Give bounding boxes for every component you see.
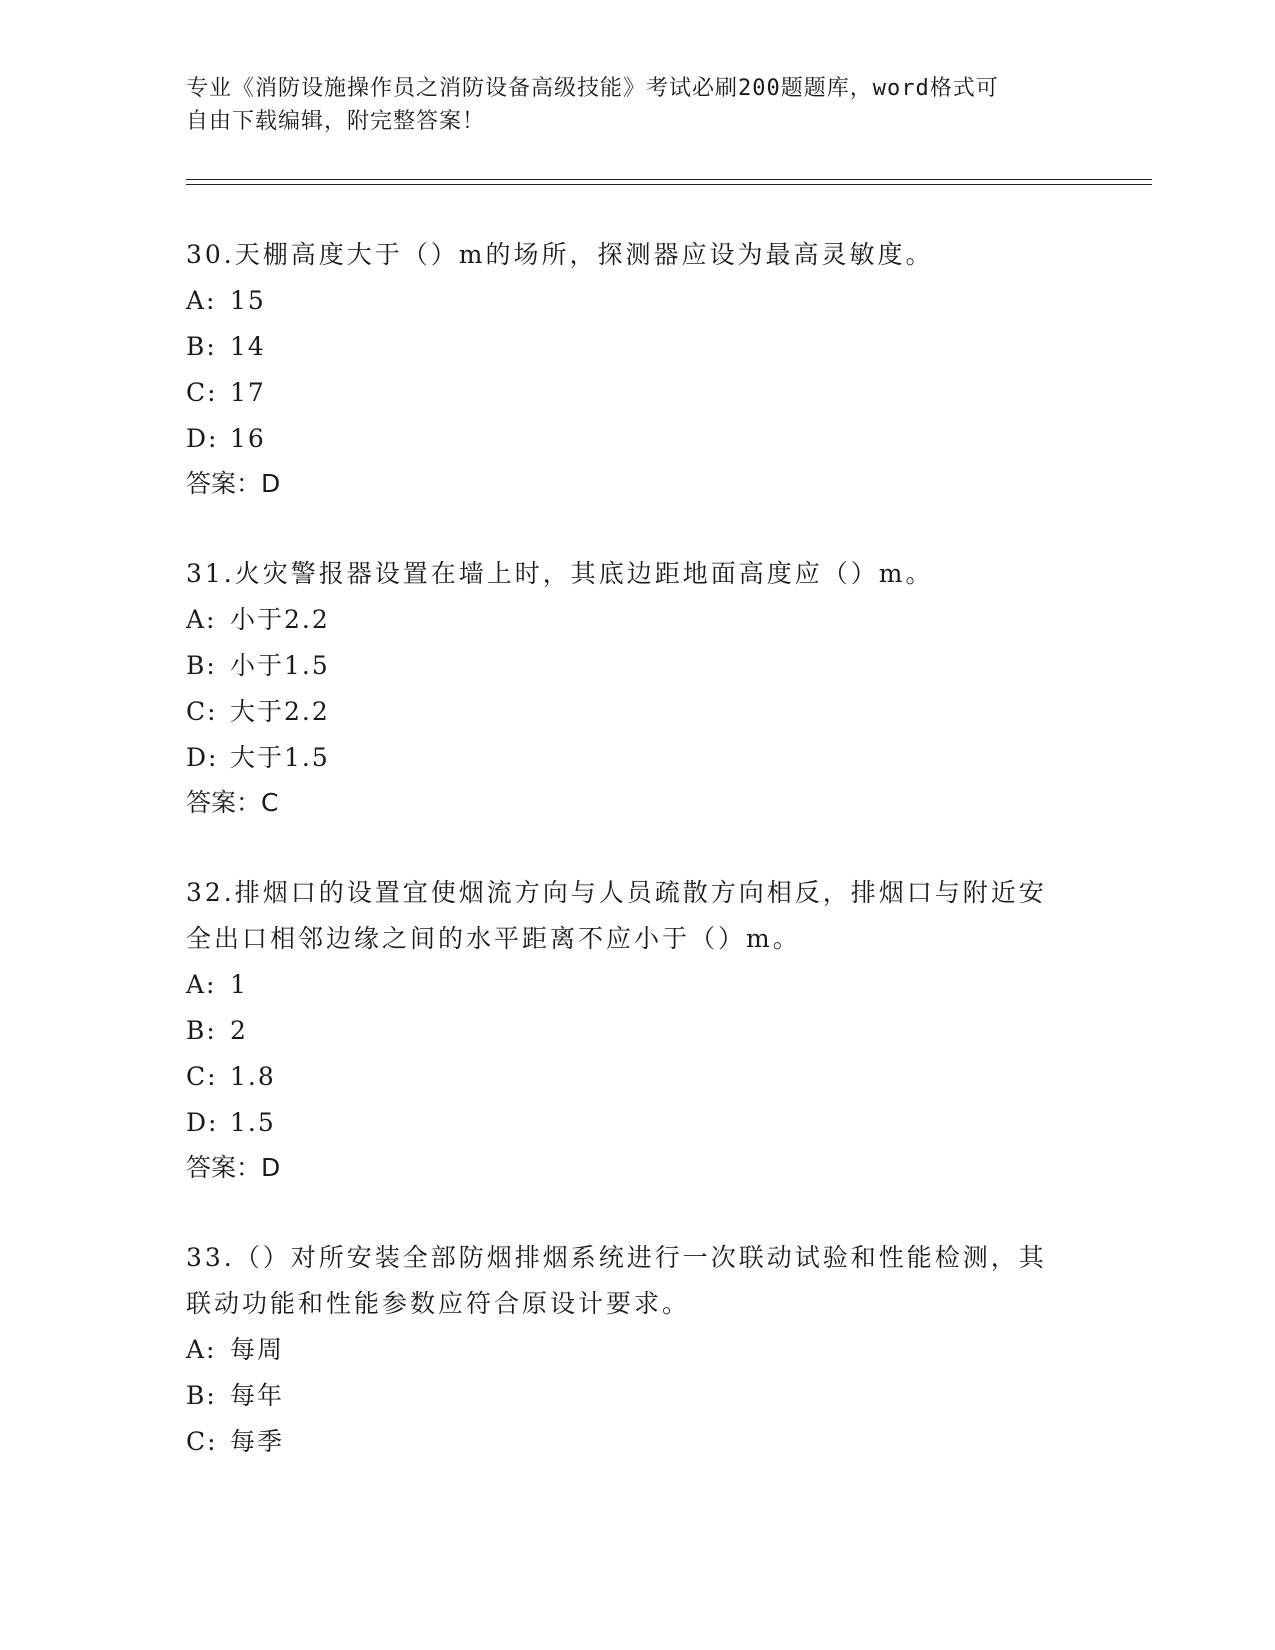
question-32 — [186, 870, 1086, 1190]
question-stem-line-2: 联动功能和性能参数应符合原设计要求。 — [186, 1289, 691, 1318]
option-text: 14 — [230, 332, 266, 361]
option-letter: A: — [186, 286, 217, 315]
option-c — [186, 1419, 1086, 1465]
question-30 — [186, 232, 1086, 506]
header-line-1: 专业《消防设施操作员之消防设备高级技能》考试必刷200题题库，word格式可 — [186, 76, 999, 101]
option-c — [186, 370, 1086, 416]
answer-label: 答案：D — [186, 1153, 281, 1182]
question-31 — [186, 551, 1086, 825]
option-letter: B: — [186, 1016, 217, 1045]
option-d — [186, 735, 1086, 781]
question-stem: 30.天棚高度大于（）m的场所，探测器应设为最高灵敏度。 — [186, 240, 934, 269]
option-d — [186, 1100, 1086, 1146]
option-letter: A: — [186, 1335, 217, 1364]
option-letter: D: — [186, 743, 219, 772]
option-b — [186, 643, 1086, 689]
option-text: 1.5 — [230, 1108, 276, 1137]
option-d — [186, 416, 1086, 462]
option-b — [186, 1373, 1086, 1419]
option-a — [186, 597, 1086, 643]
option-text: 2 — [230, 1016, 248, 1045]
option-text: 16 — [230, 424, 266, 453]
question-33 — [186, 1235, 1086, 1465]
option-text: 每年 — [230, 1381, 285, 1410]
answer-label: 答案：C — [186, 788, 279, 817]
option-text: 17 — [230, 378, 266, 407]
option-b — [186, 324, 1086, 370]
option-letter: A: — [186, 605, 217, 634]
option-text: 1 — [230, 970, 248, 999]
option-c — [186, 1054, 1086, 1100]
option-a — [186, 962, 1086, 1008]
question-stem-line-1: 33.（）对所安装全部防烟排烟系统进行一次联动试验和性能检测，其 — [186, 1243, 1047, 1272]
option-a — [186, 278, 1086, 324]
option-c — [186, 689, 1086, 735]
question-stem: 31.火灾警报器设置在墙上时，其底边距地面高度应（）m。 — [186, 559, 934, 588]
option-letter: B: — [186, 332, 217, 361]
option-text: 小于1.5 — [230, 651, 330, 680]
document-header — [186, 72, 1086, 138]
header-line-2: 自由下载编辑，附完整答案！ — [186, 109, 486, 134]
option-letter: D: — [186, 1108, 219, 1137]
option-text: 大于2.2 — [230, 697, 330, 726]
option-text: 1.8 — [230, 1062, 276, 1091]
option-text: 15 — [230, 286, 266, 315]
option-text: 大于1.5 — [230, 743, 330, 772]
header-divider-bottom — [186, 184, 1152, 185]
option-letter: C: — [186, 1427, 218, 1456]
option-b — [186, 1008, 1086, 1054]
option-letter: B: — [186, 1381, 217, 1410]
option-letter: B: — [186, 651, 217, 680]
option-letter: A: — [186, 970, 217, 999]
option-letter: D: — [186, 424, 219, 453]
question-stem-line-2: 全出口相邻边缘之间的水平距离不应小于（）m。 — [186, 924, 801, 953]
option-text: 小于2.2 — [230, 605, 330, 634]
question-stem-line-1: 32.排烟口的设置宜使烟流方向与人员疏散方向相反，排烟口与附近安 — [186, 878, 1047, 907]
option-a — [186, 1327, 1086, 1373]
answer-label: 答案：D — [186, 469, 281, 498]
option-letter: C: — [186, 697, 218, 726]
header-divider-top — [186, 179, 1152, 180]
option-text: 每季 — [230, 1427, 285, 1456]
option-text: 每周 — [230, 1335, 285, 1364]
option-letter: C: — [186, 378, 218, 407]
option-letter: C: — [186, 1062, 218, 1091]
